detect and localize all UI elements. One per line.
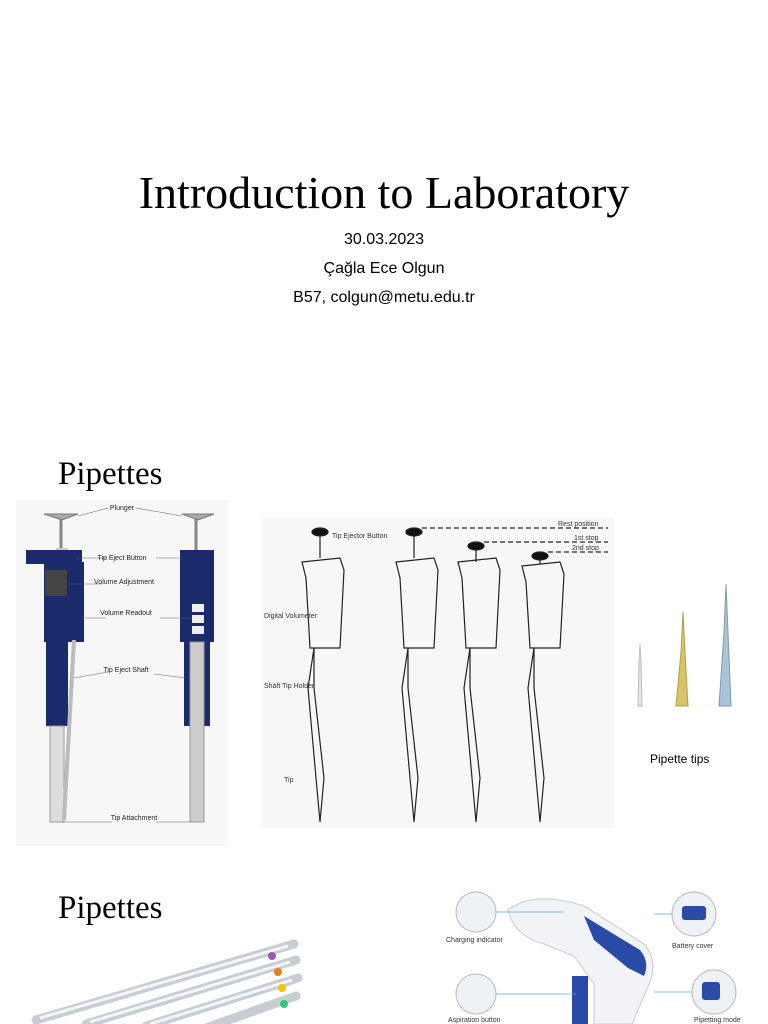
label-plunger: Plunger: [109, 505, 135, 512]
label-charging-indicator: Charging indicator: [446, 937, 503, 944]
label-aspiration-button: Aspiration button: [448, 1017, 501, 1024]
label-volume-adjustment: Volume Adjustment: [94, 579, 154, 586]
label-volume-readout: Volume Readout: [100, 610, 152, 617]
pipette-stops-illustration: [262, 518, 614, 828]
label-tip-eject-button: Tip Eject Button: [97, 555, 147, 562]
tip-clear-icon: [638, 644, 642, 706]
slide-date: 30.03.2023: [343, 231, 425, 248]
label-tip: Tip: [284, 777, 294, 784]
slide-pipettes-1: [0, 440, 768, 860]
label-battery-cover: Battery cover: [672, 943, 714, 950]
pipette-tips-caption: Pipette tips: [650, 752, 710, 766]
label-first-stop: 1st stop: [574, 535, 599, 542]
slide-title-heading: Introduction to Laboratory: [138, 167, 630, 218]
slide-heading: Pipettes: [58, 890, 163, 926]
slide-pipettes-2: [0, 870, 768, 1024]
label-tip-eject-shaft: Tip Eject Shaft: [103, 667, 149, 674]
pipette-anatomy-illustration: [16, 500, 228, 846]
pipette-stops-diagram: [262, 518, 614, 828]
label-shaft-tip-holder: Shaft Tip Holder: [264, 683, 315, 690]
aspiration-button-icon: [456, 974, 496, 1014]
pipette-controller-image: [444, 884, 760, 1024]
slide-title: [0, 0, 768, 430]
slide-heading: Pipettes: [58, 456, 163, 492]
pipette-anatomy-diagram: [16, 500, 228, 846]
label-digital-volumeter: Digital Volumeter: [264, 613, 317, 620]
label-tip-attachment: Tip Attachment: [110, 815, 158, 822]
tip-blue-icon: [719, 584, 731, 706]
label-second-stop: 2nd stop: [572, 545, 599, 552]
pipette-tips-image: [630, 582, 740, 722]
tip-yellow-icon: [676, 612, 688, 706]
charging-indicator-icon: [456, 892, 496, 932]
slide-contact: B57, colgun@metu.edu.tr: [293, 289, 475, 306]
label-rest-position: Rest position: [558, 521, 599, 528]
label-pipetting-mode: Pipetting mode: [694, 1017, 741, 1024]
serological-pipettes-image: [26, 932, 306, 1024]
label-tip-ejector-button: Tip Ejector Button: [332, 533, 388, 540]
slide-author: Çağla Ece Olgun: [323, 260, 445, 277]
